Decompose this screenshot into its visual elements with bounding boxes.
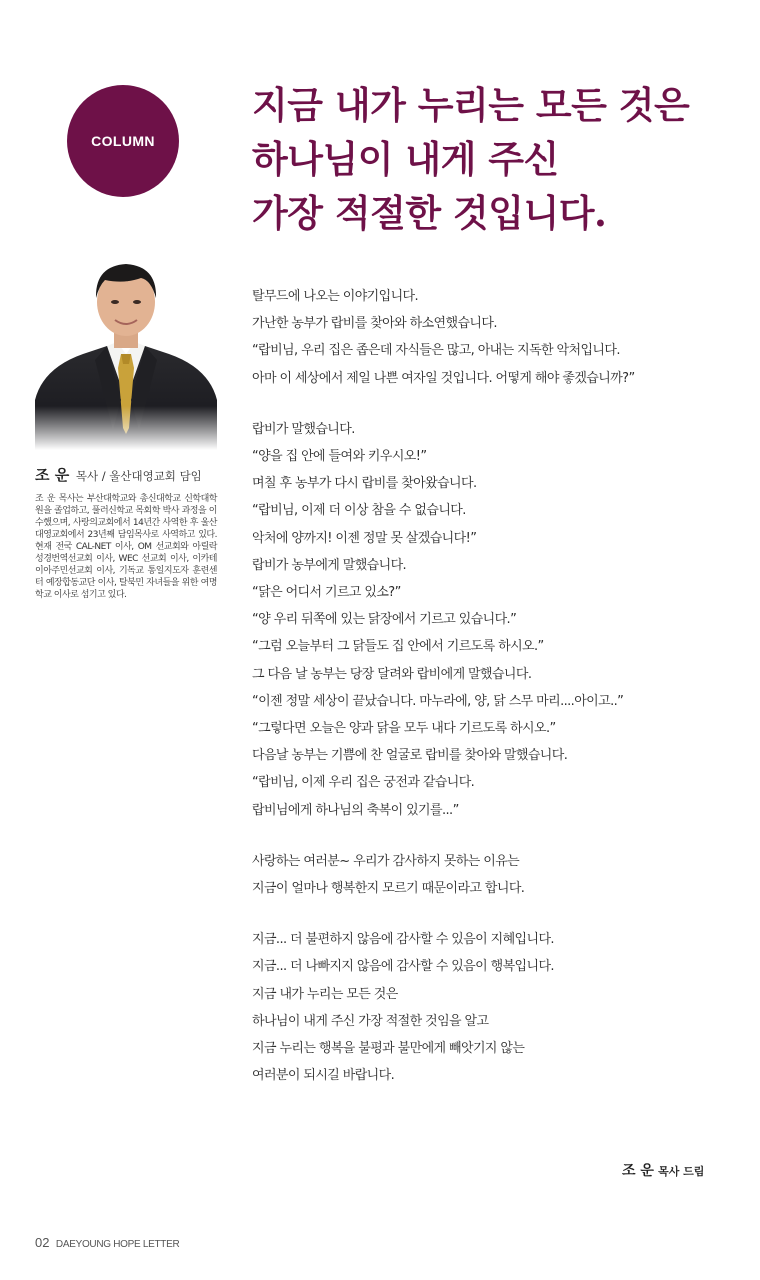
text-line: 지금이 얼마나 행복한지 모르기 때문이라고 합니다. [252, 881, 525, 897]
headline-line: 하나님이 내게 주신 [252, 137, 559, 181]
text-line: 랍비님에게 하나님의 축복이 있기를...” [252, 802, 459, 818]
author-bio: 조 운 목사는 부산대학교와 총신대학교 신학대학원을 졸업하고, 풀러신학교 목회학 박사 과정을 이수했으며, 사랑의교회에서 14년간 사역한 후 울산 대영교회에서 23년째 담임목사로 사역하고 있다. 현재 전국 CAL-NET 이사, OM 선교회와 아릴락 성경번역선교회 이사, WEC 선교회 이사, 이카테이아주민선교회 이사, 기독교 통일지도자 훈련센터 예장합동교단 이사, 탈북민 자녀들을 위한 여명학교 이사로 섬기고 있다. [35, 494, 217, 600]
text-line: 랍비가 농부에게 말했습니다. [252, 557, 407, 573]
text-line: 지금 내가 누리는 모든 것은 [252, 986, 398, 1002]
page-footer [35, 1234, 179, 1252]
author-photo-illustration [35, 250, 217, 450]
text-line: 탈무드에 나오는 이야기입니다. [252, 289, 419, 304]
paragraph [252, 416, 742, 824]
text-line: 하나님이 내게 주신 가장 적절한 것임을 알고 [252, 1013, 489, 1029]
text-line: 아마 이 세상에서 제일 나쁜 여자일 것입니다. 어떻게 해야 좋겠습니까?” [252, 370, 635, 386]
text-line: 여러분이 되시길 바랍니다. [252, 1068, 395, 1084]
signature-title: 목사 드림 [658, 1165, 705, 1178]
author-title: 목사 / 울산대영교회 담임 [75, 469, 202, 483]
author-name: 조 운 [35, 466, 70, 484]
text-line: “양을 집 안에 들여와 키우시오!” [252, 449, 427, 465]
text-line: “이젠 정말 세상이 끝났습니다. 마누라에, 양, 닭 스무 마리....아이고..” [252, 693, 624, 709]
text-line: 사랑하는 여러분~ 우리가 감사하지 못하는 이유는 [252, 853, 520, 869]
paragraph [252, 848, 742, 902]
paragraph [252, 283, 742, 392]
text-line: “랍비님, 이제 더 이상 참을 수 없습니다. [252, 503, 466, 519]
headline [252, 78, 742, 240]
text-line: “랍비님, 우리 집은 좁은데 자식들은 많고, 아내는 지독한 악처입니다. [252, 343, 620, 359]
text-line: “닭은 어디서 기르고 있소?” [252, 585, 401, 601]
column-badge [67, 85, 179, 197]
text-line: 가난한 농부가 랍비를 찾아와 하소연했습니다. [252, 316, 497, 332]
text-line: “그렇다면 오늘은 양과 닭을 모두 내다 기르도록 하시오.” [252, 721, 556, 737]
text-line: 랍비가 말했습니다. [252, 421, 355, 437]
text-line: 지금 누리는 행복을 불평과 불만에게 빼앗기지 않는 [252, 1041, 525, 1057]
author-photo [35, 250, 217, 450]
column-badge-label: COLUMN [91, 133, 155, 149]
signature [622, 1160, 704, 1180]
magazine-name: DAEYOUNG HOPE LETTER [55, 1239, 180, 1250]
text-line: 지금... 더 불편하지 않음에 감사할 수 있음이 지혜입니다. [252, 932, 554, 948]
text-line: 그 다음 날 농부는 당장 달려와 랍비에게 말했습니다. [252, 666, 532, 682]
text-line: “양 우리 뒤쪽에 있는 닭장에서 기르고 있습니다.” [252, 612, 517, 628]
headline-line: 가장 적절한 것입니다. [252, 191, 607, 235]
text-line: “그럼 오늘부터 그 닭들도 집 안에서 기르도록 하시오.” [252, 639, 544, 655]
text-line: 악처에 양까지! 이젠 정말 못 살겠습니다!” [252, 530, 477, 546]
text-line: 며칠 후 농부가 다시 랍비를 찾아왔습니다. [252, 476, 477, 492]
author-info [35, 464, 217, 601]
text-line: 다음날 농부는 기쁨에 찬 얼굴로 랍비를 찾아와 말했습니다. [252, 748, 568, 764]
paragraph [252, 926, 742, 1089]
text-line: 지금... 더 나빠지지 않음에 감사할 수 있음이 행복입니다. [252, 959, 554, 975]
signature-name: 조 운 [622, 1163, 654, 1179]
article-body [252, 283, 742, 1113]
page-number: 02 [35, 1235, 50, 1250]
text-line: “랍비님, 이제 우리 집은 궁전과 같습니다. [252, 775, 475, 791]
headline-line: 지금 내가 누리는 모든 것은 [252, 83, 690, 127]
author-header [35, 464, 217, 485]
